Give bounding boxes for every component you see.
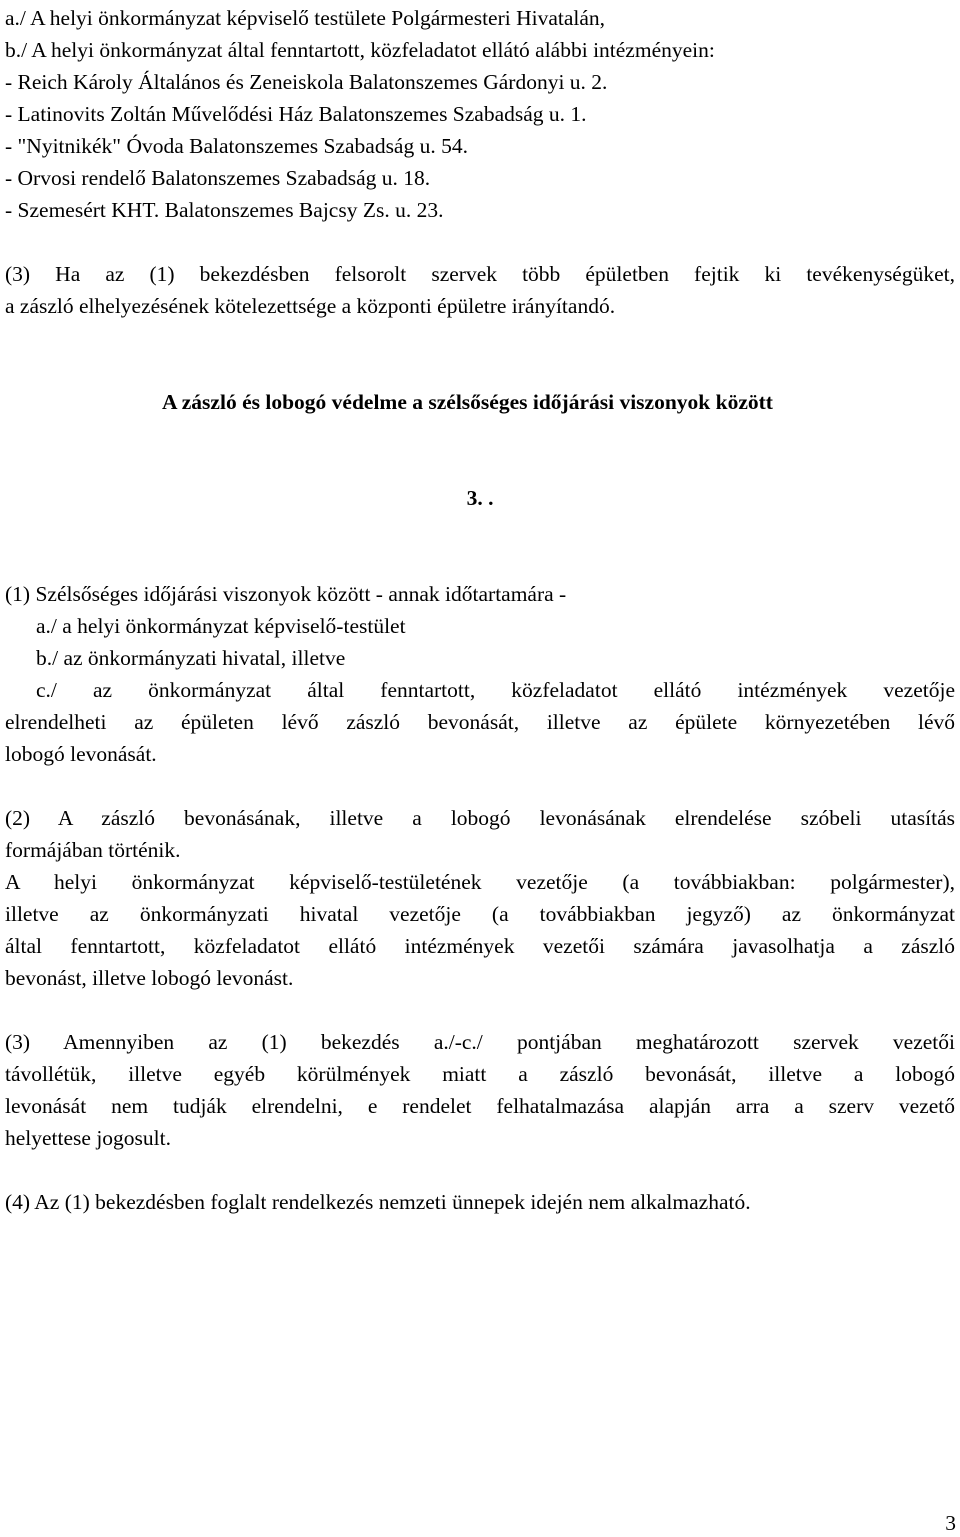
subsection-3-line	[5, 1026, 955, 1058]
subsection-4-line: (4) Az (1) bekezdésben foglalt rendelkezés nemzeti ünnepek idején nem alkalmazható.	[5, 1190, 751, 1214]
subsection-1-item-a: a./ a helyi önkormányzat képviselő-testület	[36, 614, 406, 638]
subsection-2-line: formájában történik.	[5, 838, 181, 862]
subsection-3-line-text: távollétük, illetve egyéb körülmények miatt a zászló bevonását, illetve a lobogó	[5, 1062, 955, 1086]
subsection-1-line-text: elrendelheti az épületen lévő zászló bevonását, illetve az épülete környezetében lévő	[5, 710, 955, 734]
institution-item: - "Nyitnikék" Óvoda Balatonszemes Szabadság u. 54.	[5, 134, 468, 158]
subsection-2-line	[5, 802, 955, 834]
list-item-a: a./ A helyi önkormányzat képviselő testülete Polgármesteri Hivatalán,	[5, 6, 606, 30]
paragraph-3-line: a zászló elhelyezésének kötelezettsége a központi épületre irányítandó.	[5, 294, 616, 318]
page-number: 3	[945, 1511, 956, 1535]
subsection-1-line	[5, 706, 955, 738]
list-item-b: b./ A helyi önkormányzat által fenntartott, közfeladatot ellátó alábbi intézményein:	[5, 38, 715, 62]
section-heading: A zászló és lobogó védelme a szélsőséges időjárási viszonyok között	[162, 390, 773, 414]
institution-item: - Latinovits Zoltán Művelődési Ház Balatonszemes Szabadság u. 1.	[5, 102, 587, 126]
subsection-1-item-c-text: c./ az önkormányzat által fenntartott, közfeladatot ellátó intézmények vezetője	[36, 678, 955, 702]
subsection-3-line	[5, 1058, 955, 1090]
subsection-2-line-text: (2) A zászló bevonásának, illetve a lobogó levonásának elrendelése szóbeli utasítás	[5, 806, 955, 830]
subsection-3-line: helyettese jogosult.	[5, 1126, 171, 1150]
subsection-1-item-c	[36, 674, 955, 706]
subsection-2-line-text: illetve az önkormányzati hivatal vezetője (a továbbiakban jegyző) az önkormányzat	[5, 902, 955, 926]
institution-item: - Orvosi rendelő Balatonszemes Szabadság u. 18.	[5, 166, 431, 190]
subsection-3-line-text: (3) Amennyiben az (1) bekezdés a./-c./ pontjában meghatározott szervek vezetői	[5, 1030, 955, 1054]
subsection-2-line	[5, 930, 955, 962]
subsection-2-line	[5, 898, 955, 930]
subsection-2-line-text: A helyi önkormányzat képviselő-testületének vezetője (a továbbiakban: polgármester),	[5, 870, 955, 894]
subsection-2-line: bevonást, illetve lobogó levonást.	[5, 966, 294, 990]
subsection-2-line-text: által fenntartott, közfeladatot ellátó intézmények vezetői számára javasolhatja a zászló	[5, 934, 955, 958]
subsection-1-item-b: b./ az önkormányzati hivatal, illetve	[36, 646, 346, 670]
subsection-3-line	[5, 1090, 955, 1122]
institution-item: - Szemesért KHT. Balatonszemes Bajcsy Zs. u. 23.	[5, 198, 444, 222]
subsection-3-line-text: levonását nem tudják elrendelni, e rendelet felhatalmazása alapján arra a szerv vezető	[5, 1094, 955, 1118]
subsection-2-line	[5, 866, 955, 898]
section-number: 3. .	[466, 486, 494, 510]
subsection-1-line: lobogó levonását.	[5, 742, 157, 766]
paragraph-3-line-text: (3) Ha az (1) bekezdésben felsorolt szervek több épületben fejtik ki tevékenységüket,	[5, 262, 955, 286]
paragraph-3-line	[5, 258, 955, 290]
subsection-1-line: (1) Szélsőséges időjárási viszonyok között - annak időtartamára -	[5, 582, 567, 606]
institution-item: - Reich Károly Általános és Zeneiskola Balatonszemes Gárdonyi u. 2.	[5, 70, 608, 94]
